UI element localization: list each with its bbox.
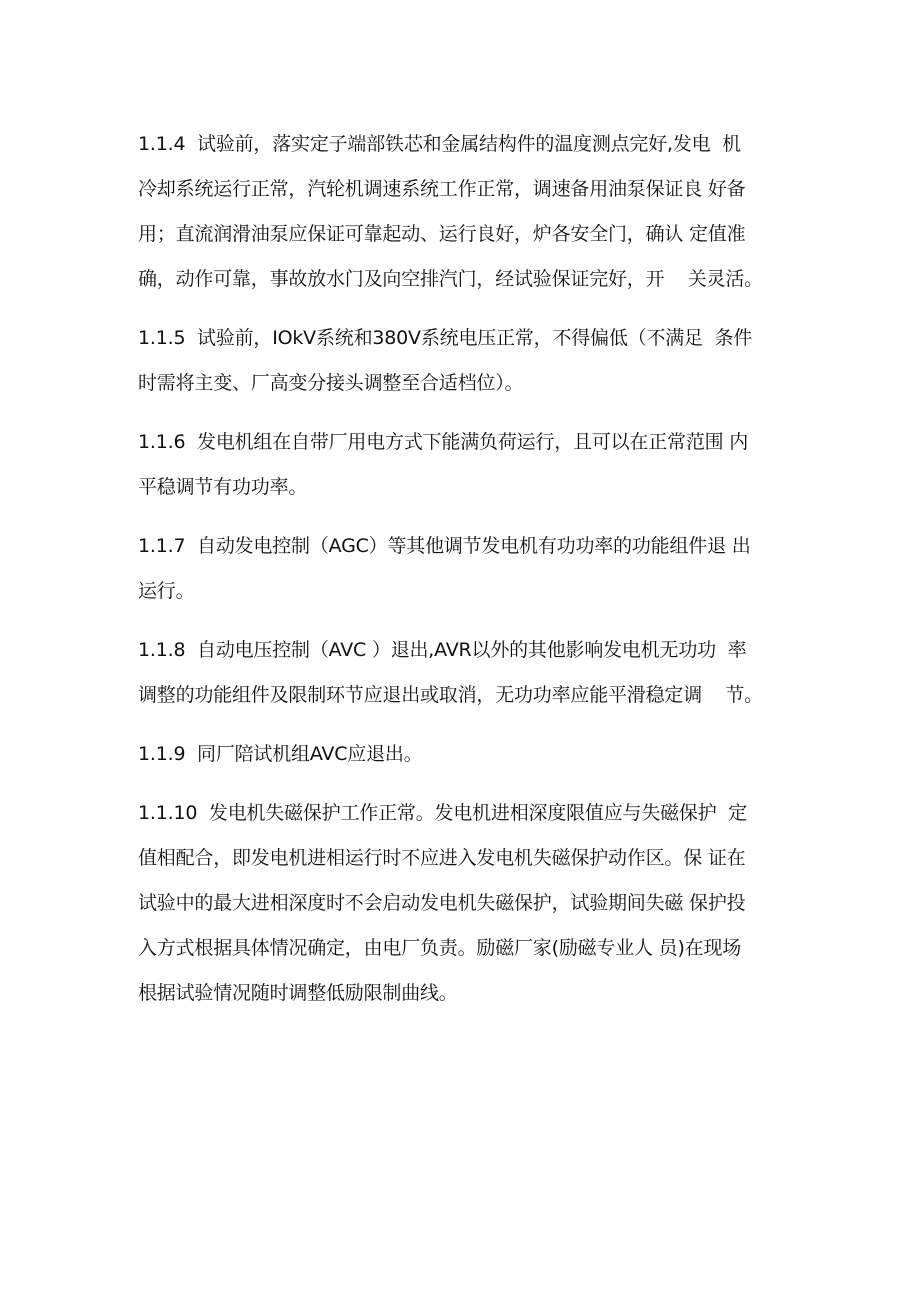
paragraph-1-1-8-line-2: 调整的功能组件及限制环节应退出或取消，无功功率应能平滑稳定调 节。 <box>138 684 763 706</box>
paragraph-1-1-8-line-1: 1.1.8 自动电压控制（AVC ）退出,AVR以外的其他影响发电机无功功 率 <box>138 639 747 661</box>
paragraph-1-1-10-line-3: 试验中的最大进相深度时不会启动发电机失磁保护，试验期间失磁 保护投 <box>138 892 746 914</box>
paragraph-1-1-4-line-4: 确，动作可靠，事故放水门及向空排汽门，经试验保证完好，开 关灵活。 <box>138 268 763 290</box>
paragraph-1-1-9-line-1: 1.1.9 同厂陪试机组AVC应退出。 <box>138 743 423 765</box>
paragraph-1-1-7-line-2: 运行。 <box>138 580 195 602</box>
paragraph-1-1-10-line-4: 入方式根据具体情况确定，由电厂负责。励磁厂家(励磁专业人 员)在现场 <box>138 937 742 959</box>
paragraph-1-1-4-line-1: 1.1.4 试验前，落实定子端部铁芯和金属结构件的温度测点完好,发电 机 <box>138 133 741 155</box>
paragraph-1-1-5-line-1: 1.1.5 试验前，IOkV系统和380V系统电压正常，不得偏低（不满足 条件 <box>138 327 753 349</box>
paragraph-1-1-10-line-5: 根据试验情况随时调整低励限制曲线。 <box>138 982 458 1004</box>
document-body <box>138 128 788 1009</box>
paragraph-1-1-4-line-2: 冷却系统运行正常，汽轮机调速系统工作正常，调速备用油泵保证良 好备 <box>138 178 746 200</box>
paragraph-1-1-10-line-2: 值相配合，即发电机进相运行时不应进入发电机失磁保护动作区。保 证在 <box>138 847 746 869</box>
paragraph-1-1-5-line-2: 时需将主变、厂高变分接头调整至合适档位）。 <box>138 372 524 394</box>
paragraph-1-1-6-line-2: 平稳调节有功功率。 <box>138 476 308 498</box>
paragraph-1-1-7-line-1: 1.1.7 自动发电控制（AGC）等其他调节发电机有功功率的功能组件退 出 <box>138 535 751 557</box>
paragraph-1-1-10-line-1: 1.1.10 发电机失磁保护工作正常。发电机进相深度限值应与失磁保护 定 <box>138 802 747 824</box>
paragraph-1-1-4-line-3: 用；直流润滑油泵应保证可靠起动、运行良好，炉各安全门，确认 定值准 <box>138 223 746 245</box>
paragraph-1-1-6-line-1: 1.1.6 发电机组在自带厂用电方式下能满负荷运行，且可以在正常范围 内 <box>138 431 749 453</box>
